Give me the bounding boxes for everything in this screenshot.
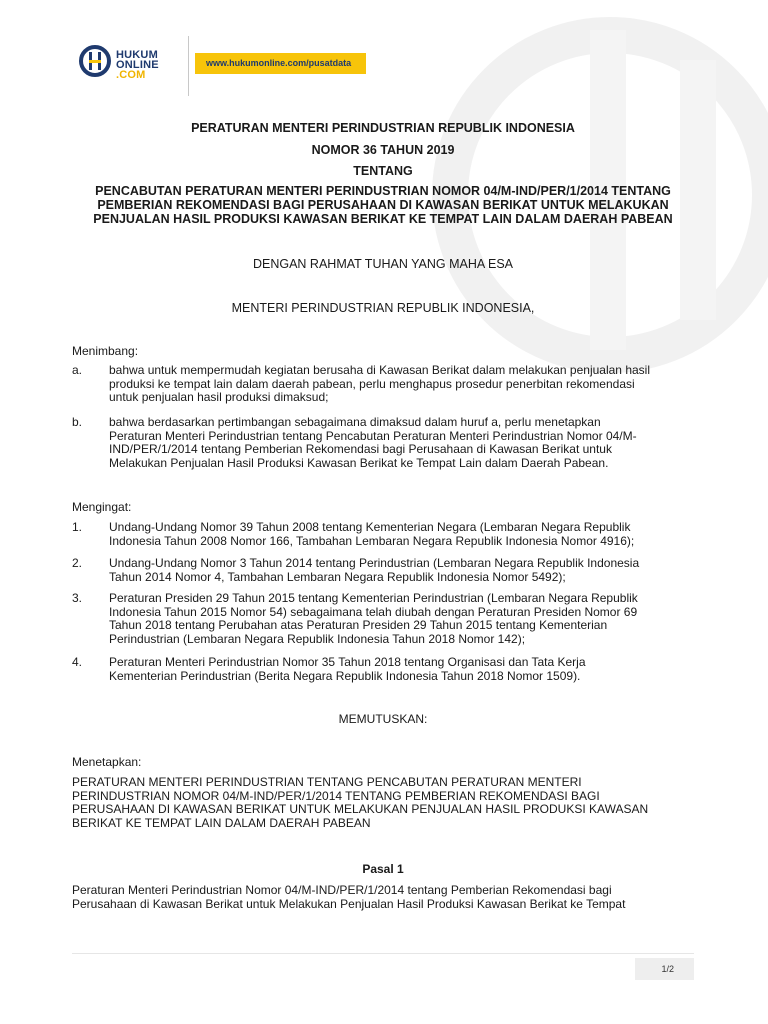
title-line-2: NOMOR 36 TAHUN 2019 — [311, 143, 455, 157]
menimbang-item-a — [109, 364, 699, 405]
text-line: Peraturan Menteri Perindustrian Nomor 35 Tahun 2018 tentang Organisasi dan Tata Kerja — [109, 655, 586, 669]
text-line: Peraturan Menteri Perindustrian tentang Pencabutan Peraturan Menteri Perindustrian Nomor 04/M- — [109, 428, 637, 443]
mengingat-item-4 — [109, 656, 699, 683]
logo-line-2: ONLINE — [116, 59, 159, 71]
hukumonline-h-icon — [78, 44, 112, 78]
text-line: PERINDUSTRIAN NOMOR 04/M-IND/PER/1/2014 TENTANG PEMBERIAN REKOMENDASI BAGI — [72, 788, 600, 803]
logo-wordmark — [116, 50, 159, 80]
footer-divider — [72, 953, 694, 954]
memutuskan-heading: MEMUTUSKAN: — [338, 712, 428, 726]
subject-line-3: PENJUALAN HASIL PRODUKSI KAWASAN BERIKAT KE TEMPAT LAIN DALAM DAERAH PABEAN — [93, 212, 673, 226]
menetapkan-text — [72, 776, 697, 830]
text-line: Undang-Undang Nomor 39 Tahun 2008 tentang Kementerian Negara (Lembaran Negara Republik — [109, 520, 631, 534]
subject-line-2: PEMBERIAN REKOMENDASI BAGI PERUSAHAAN DI KAWASAN BERIKAT UNTUK MELAKUKAN — [97, 198, 669, 212]
text-line: PERATURAN MENTERI PERINDUSTRIAN TENTANG PENCABUTAN PERATURAN MENTERI — [72, 775, 582, 789]
pasal-1-heading: Pasal 1 — [362, 862, 404, 876]
url-link[interactable]: www.hukumonline.com/pusatdata — [195, 53, 366, 74]
menimbang-marker-b: b. — [72, 415, 83, 429]
text-line: Tahun 2018 tentang Perubahan atas Peraturan Presiden 29 Tahun 2015 tentang Kementerian — [109, 618, 608, 632]
text-line: Peraturan Presiden 29 Tahun 2015 tentang Kementerian Perindustrian (Lembaran Negara Republik — [109, 591, 638, 605]
menimbang-marker-a: a. — [72, 363, 83, 377]
pasal-1-text — [72, 884, 697, 911]
text-line: Undang-Undang Nomor 3 Tahun 2014 tentang Perindustrian (Lembaran Negara Republik Indonesia — [109, 556, 640, 570]
title-line-3: TENTANG — [353, 164, 413, 178]
title-line-1: PERATURAN MENTERI PERINDUSTRIAN REPUBLIK INDONESIA — [191, 121, 575, 135]
mengingat-marker-2: 2. — [72, 556, 83, 570]
mengingat-label: Mengingat: — [72, 500, 132, 514]
text-line: BERIKAT KE TEMPAT LAIN DALAM DAERAH PABEAN — [72, 815, 371, 830]
text-line: Perusahaan di Kawasan Berikat untuk Melakukan Penjualan Hasil Produksi Kawasan Berikat ke Tempat — [72, 896, 626, 911]
text-line: Indonesia Tahun 2015 Nomor 54) sebagaimana telah diubah dengan Peraturan Presiden Nomor 69 — [109, 604, 638, 619]
text-line: produksi ke tempat lain dalam daerah pabean, perlu menghapus prosedur penerbitan rekomendasi — [109, 376, 635, 391]
subject-line-1: PENCABUTAN PERATURAN MENTERI PERINDUSTRIAN NOMOR 04/M-IND/PER/1/2014 TENTANG — [95, 184, 671, 198]
rahmat-line: DENGAN RAHMAT TUHAN YANG MAHA ESA — [252, 257, 513, 271]
text-line: Perindustrian (Lembaran Negara Republik Indonesia Tahun 2018 Nomor 142); — [109, 631, 526, 646]
logo-line-3: .COM — [116, 69, 146, 81]
text-line: PERUSAHAAN DI KAWASAN BERIKAT UNTUK MELAKUKAN PENJUALAN HASIL PRODUKSI KAWASAN — [72, 802, 649, 816]
text-line: Kementerian Perindustrian (Berita Negara Republik Indonesia Tahun 2018 Nomor 1509). — [109, 668, 581, 683]
text-line: untuk penjualan hasil produksi dimaksud; — [109, 390, 329, 404]
mengingat-item-1 — [109, 521, 699, 548]
text-line: Tahun 2014 Nomor 4, Tambahan Lembaran Negara Republik Indonesia Nomor 5492); — [109, 569, 566, 584]
page-number: 1/2 — [635, 958, 694, 980]
hukumonline-logo[interactable] — [78, 38, 188, 96]
text-line: bahwa untuk mempermudah kegiatan berusaha di Kawasan Berikat dalam melakukan penjualan hasil — [109, 363, 650, 377]
menteri-line: MENTERI PERINDUSTRIAN REPUBLIK INDONESIA, — [231, 301, 535, 315]
mengingat-item-2 — [109, 557, 699, 584]
text-line: bahwa berdasarkan pertimbangan sebagaimana dimaksud dalam huruf a, perlu menetapkan — [109, 415, 601, 429]
text-line: Indonesia Tahun 2008 Nomor 166, Tambahan Lembaran Negara Republik Indonesia Nomor 4916); — [109, 533, 635, 548]
text-line: Melakukan Penjualan Hasil Produksi Kawasan Berikat ke Tempat Lain dalam Daerah Pabean. — [109, 455, 609, 470]
mengingat-marker-1: 1. — [72, 520, 83, 534]
text-line: Peraturan Menteri Perindustrian Nomor 04/M-IND/PER/1/2014 tentang Pemberian Rekomendasi bagi — [72, 883, 612, 897]
mengingat-marker-3: 3. — [72, 591, 83, 605]
header-divider — [188, 36, 189, 96]
menetapkan-label: Menetapkan: — [72, 755, 142, 769]
mengingat-item-3 — [109, 592, 699, 646]
menimbang-item-b — [109, 416, 699, 470]
mengingat-marker-4: 4. — [72, 655, 83, 669]
menimbang-label: Menimbang: — [72, 344, 139, 358]
text-line: IND/PER/1/2014 tentang Pemberian Rekomendasi bagi Perusahaan di Kawasan Berikat untuk — [109, 442, 612, 456]
logo-line-1: HUKUM — [116, 49, 158, 61]
